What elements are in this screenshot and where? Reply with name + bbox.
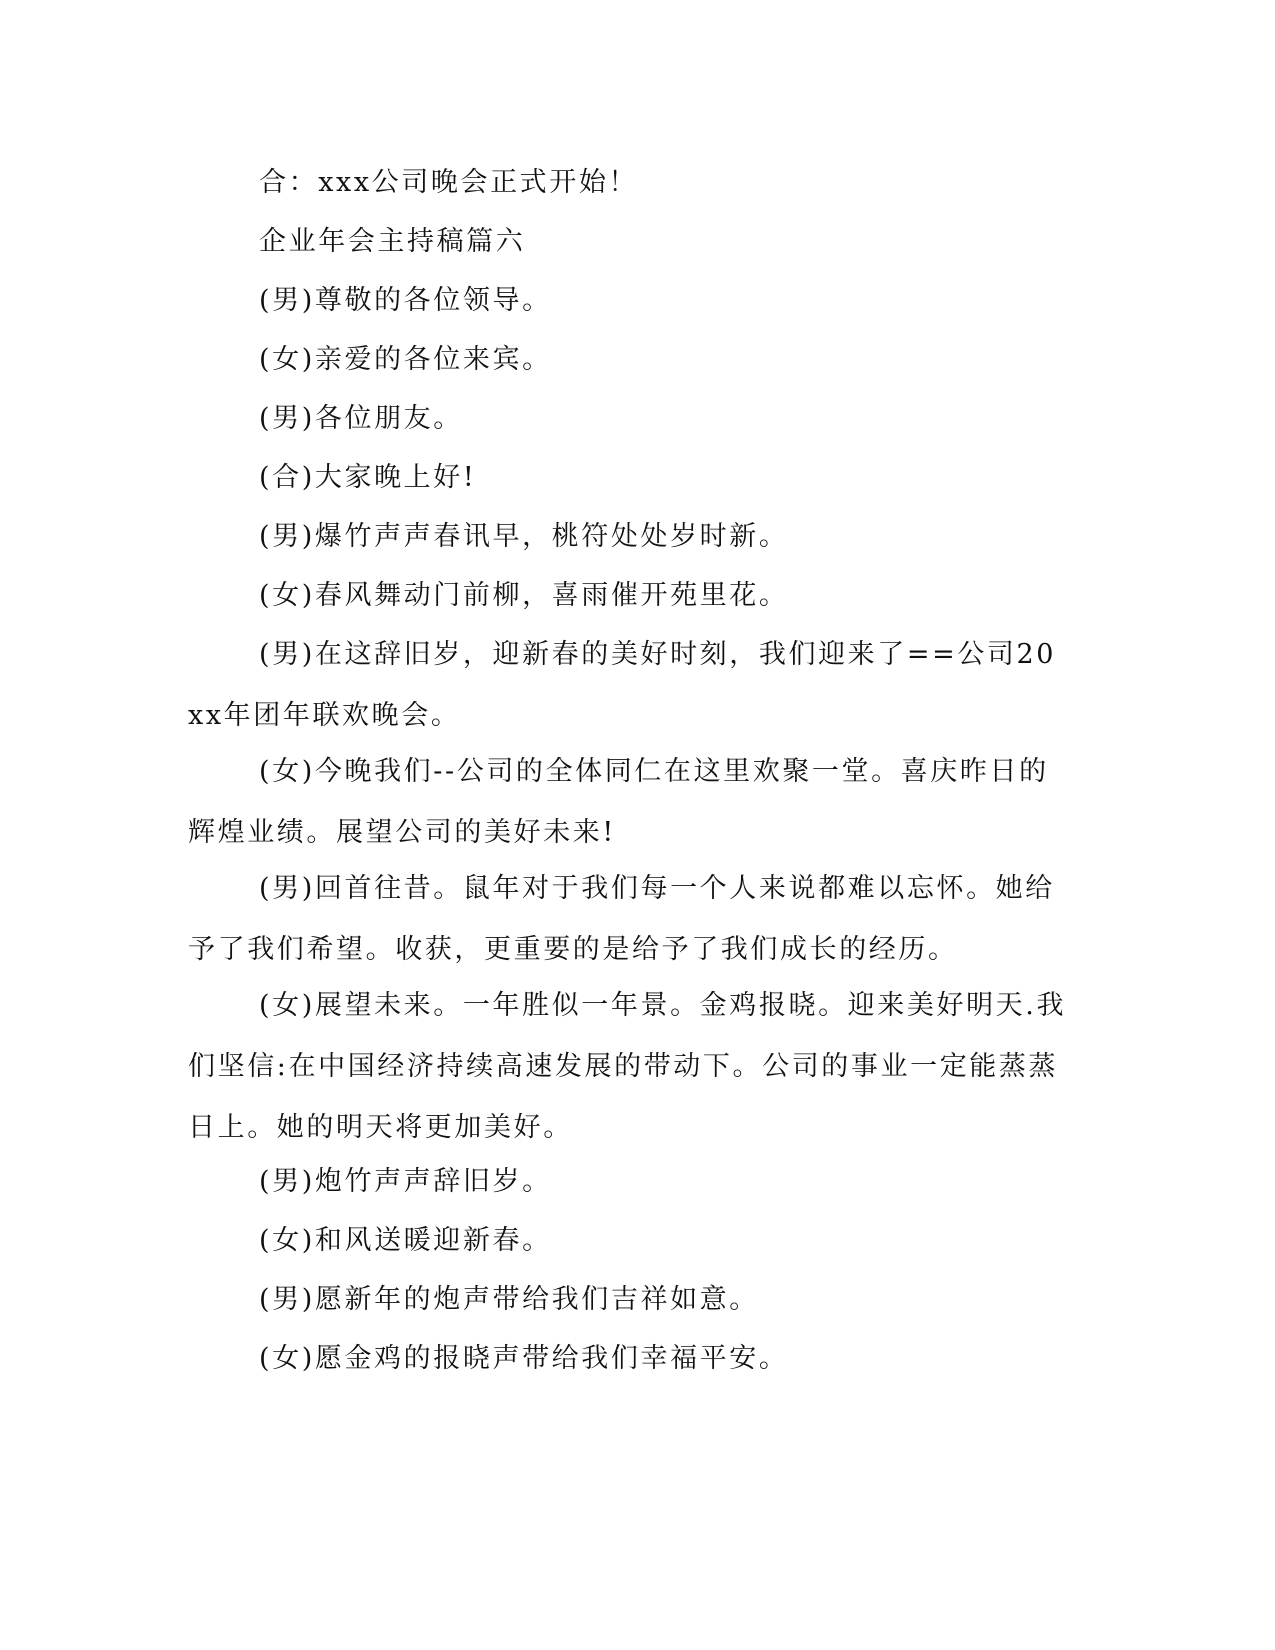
paragraph: (男)炮竹声声辞旧岁。 — [259, 1166, 552, 1197]
paragraph: (女)今晚我们--公司的全体同仁在这里欢聚一堂。喜庆昨日的辉煌业绩。展望公司的美好未来! — [188, 756, 1049, 848]
paragraph: (男)各位朋友。 — [259, 403, 463, 434]
paragraph: (女)春风舞动门前柳，喜雨催开苑里花。 — [259, 580, 789, 611]
paragraph: (男)爆竹声声春讯早，桃符处处岁时新。 — [259, 521, 789, 552]
paragraph: (女)和风送暖迎新春。 — [259, 1225, 552, 1256]
section-title: 企业年会主持稿篇六 — [259, 226, 526, 257]
paragraph: (女)展望未来。一年胜似一年景。金鸡报晓。迎来美好明天.我们坚信:在中国经济持续高速发展的带动下。公司的事业一定能蒸蒸日上。她的明天将更加美好。 — [188, 990, 1067, 1143]
paragraph: (合)大家晚上好! — [259, 462, 477, 493]
paragraph: 合：xxx公司晚会正式开始！ — [259, 167, 639, 198]
paragraph: (男)在这辞旧岁，迎新春的美好时刻，我们迎来了==公司20xx年团年联欢晚会。 — [188, 639, 1057, 731]
paragraph: (女)愿金鸡的报晓声带给我们幸福平安。 — [259, 1343, 789, 1374]
paragraph: (男)回首往昔。鼠年对于我们每一个人来说都难以忘怀。她给予了我们希望。收获，更重要的是给予了我们成长的经历。 — [188, 873, 1055, 965]
paragraph: (男)愿新年的炮声带给我们吉祥如意。 — [259, 1284, 759, 1315]
paragraph: (女)亲爱的各位来宾。 — [259, 344, 552, 375]
paragraph: (男)尊敬的各位领导。 — [259, 285, 552, 316]
